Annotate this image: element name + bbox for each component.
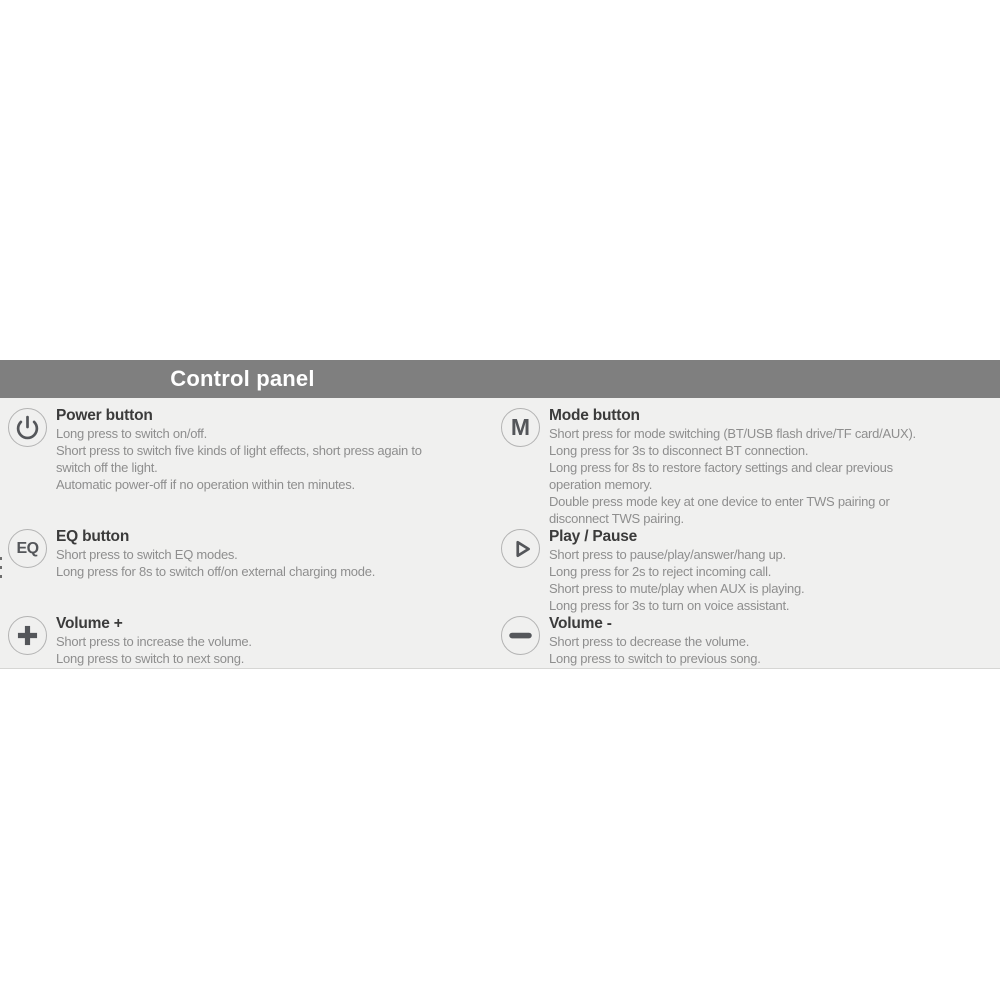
description-line: Short press to decrease the volume. [549,634,750,649]
description-line: Long press for 3s to turn on voice assistant. [549,598,790,613]
section-title: Power button [56,407,153,424]
section-title: EQ button [56,528,130,545]
volume-plus-icon [8,616,47,655]
description-line: Double press mode key at one device to enter TWS pairing or [549,494,890,509]
section-title: Mode button [549,407,640,424]
description-line: Short press to switch EQ modes. [56,547,238,562]
eq-icon-letters: EQ [16,539,39,557]
section-title: Play / Pause [549,528,638,545]
description-line: Long press for 2s to reject incoming call. [549,564,772,579]
description-line: Automatic power-off if no operation within ten minutes. [56,477,355,492]
description-line: Long press for 8s to switch off/on external charging mode. [56,564,376,579]
volume-minus-icon [501,616,540,655]
description-line: Long press to switch to next song. [56,651,245,666]
section-play-pause [501,527,994,614]
mode-icon-letter: M [510,414,531,440]
control-panel [0,398,1000,669]
description-line: Short press for mode switching (BT/USB flash drive/TF card/AUX). [549,426,916,441]
section-title: Volume - [549,615,612,632]
description-line: disconnect TWS pairing. [549,511,684,526]
section-mode-button [501,406,994,527]
description-line: Short press to mute/play when AUX is playing. [549,581,805,596]
description-line: Long press to switch to previous song. [549,651,761,666]
description-line: Short press to increase the volume. [56,634,252,649]
description-line: Long press to switch on/off. [56,426,208,441]
power-icon [8,408,47,447]
page-title: Control panel [170,366,315,391]
section-text [56,406,422,493]
section-volume-plus [8,614,501,667]
description-line: Short press to switch five kinds of light effects, short press again to [56,443,422,458]
description-line: Long press for 3s to disconnect BT connection. [549,443,809,458]
header-bar [0,360,1000,398]
section-eq-button [8,527,501,614]
eq-icon [8,529,47,568]
play-pause-icon [501,529,540,568]
description-line: operation memory. [549,477,653,492]
section-text [56,614,252,667]
section-power-button [8,406,501,527]
description-line: switch off the light. [56,460,158,475]
left-edge-crop-artifact [0,557,2,578]
section-text [56,527,375,580]
section-volume-minus [501,614,994,667]
section-text [549,614,761,667]
section-text [549,527,804,614]
description-line: Long press for 8s to restore factory settings and clear previous [549,460,893,475]
mode-icon [501,408,540,447]
description-line: Short press to pause/play/answer/hang up. [549,547,786,562]
section-text [549,406,916,527]
section-title: Volume + [56,615,123,632]
